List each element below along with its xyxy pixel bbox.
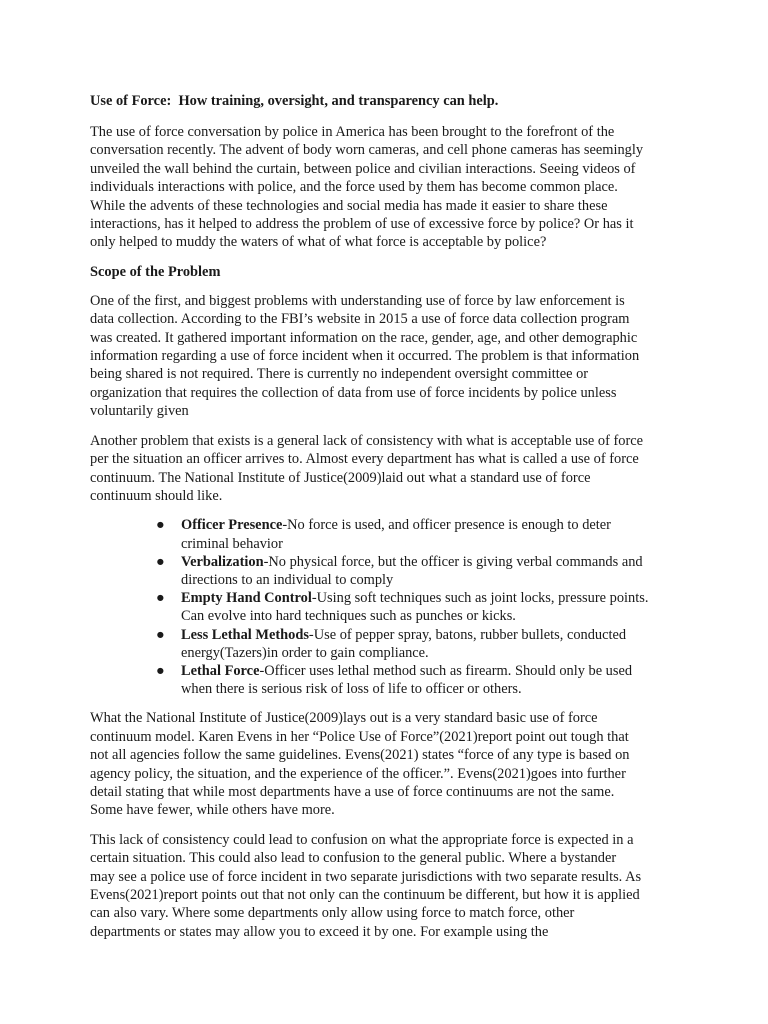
- bullet-term: Lethal Force: [181, 662, 260, 679]
- paragraph-data-collection: One of the first, and biggest problems with understanding use of force by law enforcement is data collection. According to the FBI’s website in 2015 a use of force data collection program was created. It gathered important information on the race, gender, age, and other demographic information regarding a use of force incident when it occurred. The problem is that information being shared is not required. There is currently no independent oversight committee or organization that requires the collection of data from use of force incidents by police unless voluntarily given: [90, 292, 640, 420]
- list-item: [156, 662, 678, 698]
- bullet-text: -Using soft techniques such as joint locks, pressure points. Can evolve into hard techniques such as punches or kicks.: [181, 590, 649, 625]
- bullet-icon: ●: [156, 590, 165, 607]
- paragraph-confusion: This lack of consistency could lead to confusion on what the appropriate force is expected in a certain situation. This could also lead to confusion to the general public. Where a bystander may see a police use of force incident in two separate jurisdictions with two separate results. As Evens(2021)report points out that not only can the continuum be different, but how it is applied can also vary. Where some departments only allow using force to match force, other departments or states may allow you to exceed it by one. For example using the: [90, 831, 642, 940]
- section-heading: Scope of the Problem: [90, 263, 221, 280]
- bullet-text: -Officer uses lethal method such as firearm. Should only be used when there is serious risk of loss of life to officer or others.: [181, 662, 633, 698]
- list-item: [156, 516, 678, 552]
- intro-paragraph: The use of force conversation by police in America has been brought to the forefront of the conversation recently. The advent of body worn cameras, and cell phone cameras has seemingly unveiled the wall behind the curtain, between police and civilian interactions. Seeing videos of individuals interactions with police, and the force used by them has become common place. While the advents of these technologies and social media has made it easier to share these interactions, has it helped to address the problem of use of excessive force by police? Or has it only helped to muddy the waters of what of what force is acceptable by police?: [90, 124, 644, 251]
- bullet-term: Empty Hand Control: [181, 590, 312, 607]
- bullet-text: -Use of pepper spray, batons, rubber bullets, conducted energy(Tazers)in order to gain compliance.: [181, 626, 627, 661]
- bullet-icon: ●: [156, 517, 165, 534]
- document-title: Use of Force: How training, oversight, and transparency can help.: [90, 93, 499, 109]
- bullet-icon: ●: [156, 626, 165, 643]
- bullet-text: -No physical force, but the officer is giving verbal commands and directions to an individual to comply: [181, 553, 643, 588]
- bullet-term: Officer Presence: [181, 517, 283, 534]
- bullet-text: -No force is used, and officer presence is enough to deter criminal behavior: [181, 517, 611, 552]
- bullet-icon: ●: [156, 553, 165, 570]
- paragraph-consistency: Another problem that exists is a general lack of consistency with what is acceptable use of force per the situation an officer arrives to. Almost every department has what is called a use of force continuum. The National Institute of Justice(2009)laid out what a standard use of force continuum should like.: [90, 432, 644, 504]
- paragraph-evens-report: What the National Institute of Justice(2009)lays out is a very standard basic use of force continuum model. Karen Evens in her “Police Use of Force”(2021)report point out tough that not all agencies follow the same guidelines. Evens(2021) states “force of any type is based on agency policy, the situation, and the experience of the officer.”. Evens(2021)goes into further detail stating that while most departments have a use of force continuums are not the same. Some have fewer, while others have more.: [90, 710, 630, 819]
- force-continuum-list: [90, 516, 678, 698]
- list-item: [156, 626, 678, 662]
- bullet-term: Less Lethal Methods: [181, 626, 309, 643]
- bullet-icon: ●: [156, 662, 165, 679]
- bullet-term: Verbalization: [181, 553, 264, 570]
- list-item: [156, 589, 678, 625]
- list-item: [156, 553, 678, 589]
